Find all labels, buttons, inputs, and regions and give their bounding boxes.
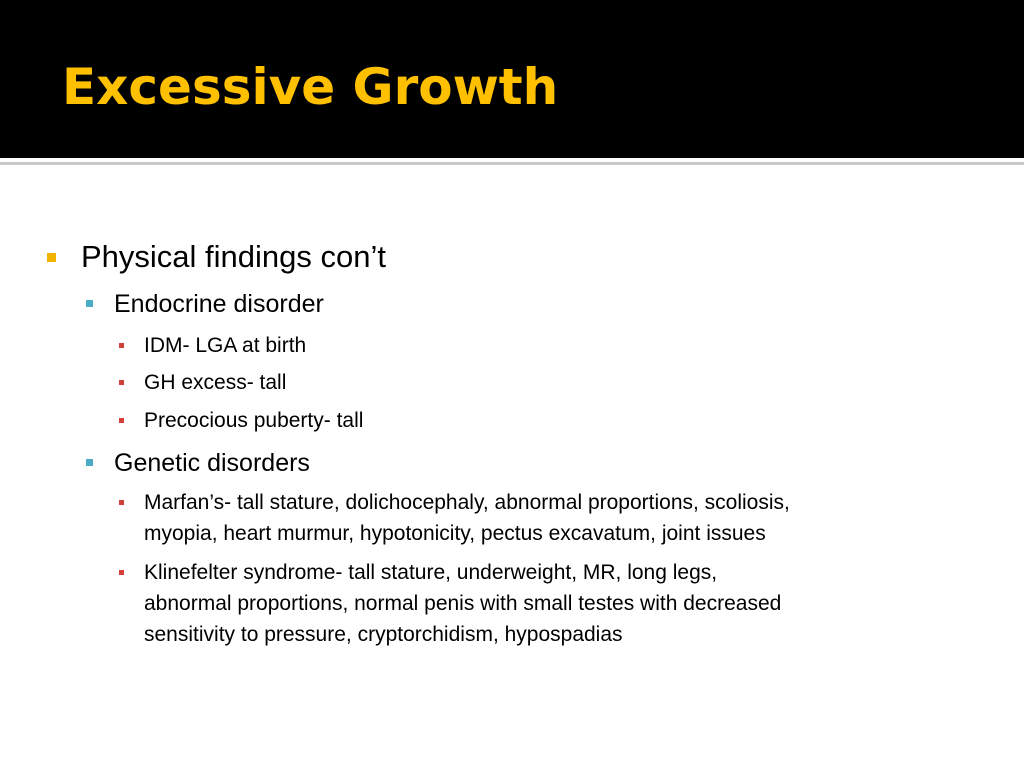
title-divider (0, 162, 1024, 165)
square-bullet-icon (86, 459, 93, 466)
bullet-physical-findings: Physical findings con’t (81, 239, 386, 274)
square-bullet-icon (47, 253, 56, 262)
square-bullet-icon (119, 380, 124, 385)
square-bullet-icon (119, 343, 124, 348)
square-bullet-icon (119, 418, 124, 423)
bullet-gh-excess: GH excess- tall (144, 371, 287, 394)
bullet-idm: IDM- LGA at birth (144, 334, 307, 357)
bullet-klinefelter-line-1: Klinefelter syndrome- tall stature, underweight, MR, long legs, (144, 561, 718, 584)
square-bullet-icon (119, 500, 124, 505)
bullet-klinefelter-line-2: abnormal proportions, normal penis with small testes with decreased (144, 592, 782, 615)
bullet-marfan-line-1: Marfan’s- tall stature, dolichocephaly, abnormal proportions, scoliosis, (144, 491, 790, 514)
bullet-endocrine-disorder: Endocrine disorder (114, 290, 324, 318)
square-bullet-icon (119, 570, 124, 575)
bullet-klinefelter-line-3: sensitivity to pressure, cryptorchidism, hypospadias (144, 623, 623, 646)
square-bullet-icon (86, 300, 93, 307)
bullet-precocious-puberty: Precocious puberty- tall (144, 409, 364, 432)
bullet-marfan-line-2: myopia, heart murmur, hypotonicity, pectus excavatum, joint issues (144, 522, 766, 545)
slide-title: Excessive Growth (62, 58, 559, 116)
bullet-genetic-disorders: Genetic disorders (114, 449, 310, 477)
